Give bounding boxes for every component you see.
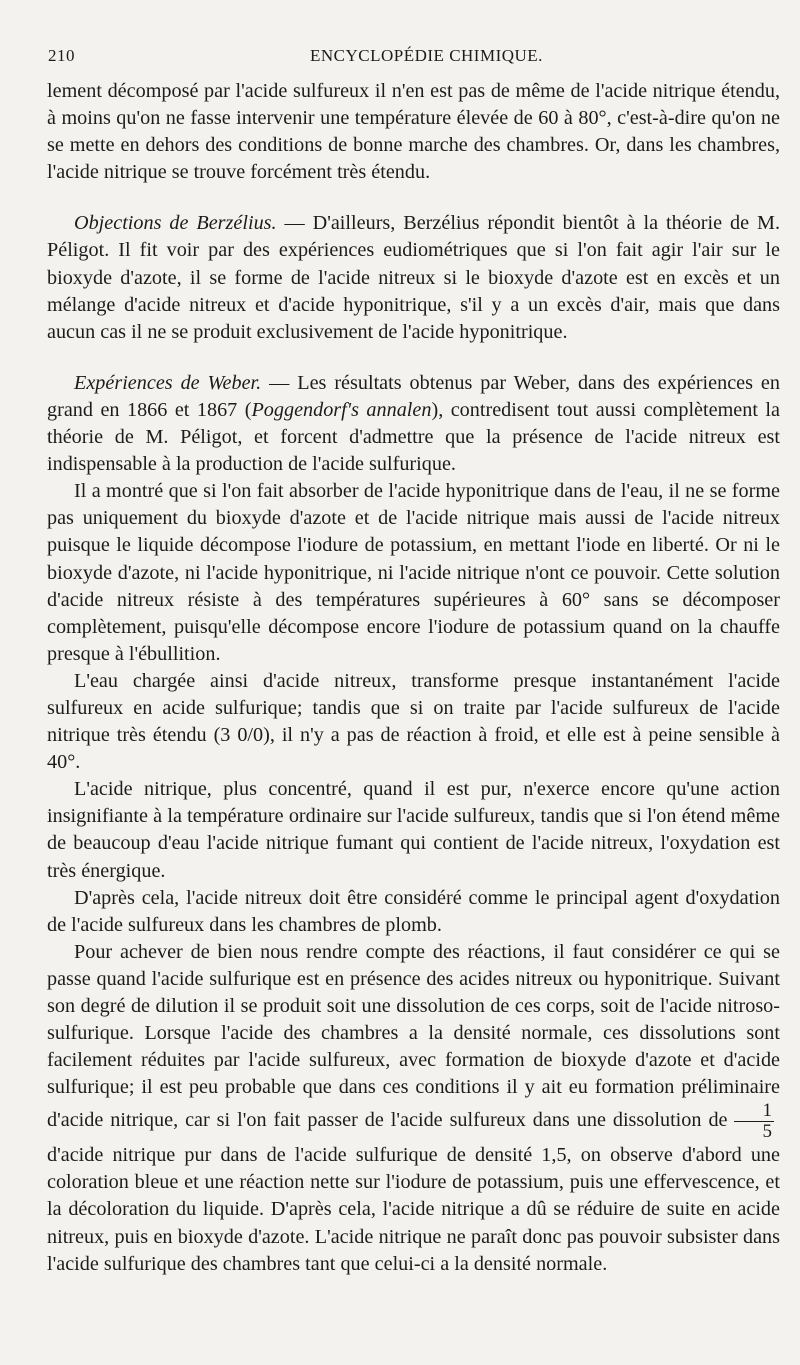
journal-title: Poggendorf's annalen [251, 398, 432, 421]
paragraph-text: L'eau chargée ainsi d'acide nitreux, transforme presque instantanément l'acide sulfureux en acide sulfurique; tandis que si on traite par l'acide sulfureux de l'acide nitrique très étendu (3 0/0), il n'y a pas de réaction à froid, et elle est à peine sensible à 40°. [47, 669, 780, 774]
paragraph-text: Il a montré que si l'on fait absorber de l'acide hyponitrique dans de l'eau, il ne se forme pas uniquement du bioxyde d'azote et de l'acide nitrique mais aussi de l'acide nitreux puisque le liquide décompose l'iodure de potassium, en mettant l'iode en liberté. Or ni le bioxyde d'azote, ni l'acide hyponitrique, ni l'acide nitrique n'ont ce pouvoir. Cette solution d'acide nitreux résiste à des températures supérieures à 60° sans se décomposer complètement, puisqu'elle décompose encore l'iodure de potassium quand on la chauffe presque à l'ébullition. [47, 480, 780, 665]
fraction [734, 1101, 775, 1142]
paragraph [47, 939, 780, 1278]
paragraph [47, 776, 780, 884]
paragraph-text: ), contredisent tout aussi complètement la théorie de M. Péligot, et forcent d'admettre que la présence de l'acide nitreux est indispensable à la production de l'acide sulfurique. [47, 398, 780, 476]
paragraph-text: D'après cela, l'acide nitreux doit être considéré comme le principal agent d'oxydation de l'acide sulfureux dans les chambres de plomb. [47, 886, 780, 936]
fraction-numerator: 1 [734, 1101, 775, 1122]
body-text [47, 78, 780, 1278]
paragraph [47, 478, 780, 668]
paragraph-continuation [47, 78, 780, 186]
paragraph-experiences-weber [47, 370, 780, 478]
paragraph-text: Pour achever de bien nous rendre compte des réactions, il faut considérer ce qui se passe quand l'acide sulfurique est en présence des acides nitreux ou hyponitrique. Suivant son degré de dilution il se produit soit une dissolution de ces corps, soit de l'acide nitroso-sulfurique. Lorsque l'acide des chambres a la densité normale, ces dissolutions sont facilement réduites par l'acide sulfureux, avec formation de bioxyde d'azote et d'acide sulfurique; il est peu probable que dans ces conditions il y ait eu formation préliminaire d'acide nitrique, car si l'on fait passer de l'acide sulfureux dans une dissolution de [47, 940, 780, 1132]
paragraph-text: lement décomposé par l'acide sulfureux il n'en est pas de même de l'acide nitrique étendu, à moins qu'on ne fasse intervenir une température élevée de 60 à 80°, c'est-à-dire qu'on ne se mette en dehors des conditions de bonne marche des chambres. Or, dans les chambres, l'acide nitrique se trouve forcément très étendu. [47, 80, 780, 184]
section-subtitle: Expériences de Weber. [74, 371, 262, 394]
paragraph-text: d'acide nitrique pur dans de l'acide sulfurique de densité 1,5, on observe d'abord une coloration bleue et une réaction nette sur l'iodure de potassium, puis une effervescence, et la décoloration du liquide. D'après cela, l'acide nitrique a dû se réduire de suite en acide nitreux, puis en bioxyde d'azote. L'acide nitrique ne paraît donc pas pouvoir subsister dans l'acide sulfurique des chambres tant que celui-ci a la densité normale. [47, 1144, 780, 1275]
paragraph [47, 885, 780, 939]
fraction-denominator: 5 [762, 1121, 772, 1143]
paragraph-text: — D'ailleurs, Berzélius répondit bientôt à la théorie de M. Péligot. Il fit voir par des expériences eudiométriques que si l'on fait agir l'air sur le bioxyde d'azote, il se forme de l'acide nitreux si le bioxyde d'azote est en excès et un mélange d'acide nitreux et d'acide hyponitrique, s'il y a un excès d'air, mais que dans aucun cas il ne se produit exclusivement de l'acide hyponitrique. [47, 212, 781, 343]
paragraph [47, 668, 780, 776]
page-header [48, 46, 772, 72]
paragraph-text: — Les résultats obtenus par Weber, dans des expériences en grand en 1866 et 1867 ( [47, 371, 780, 421]
paragraph-objections-berzelius [47, 210, 780, 345]
running-title: ENCYCLOPÉDIE CHIMIQUE. [310, 46, 543, 65]
paragraph-text: L'acide nitrique, plus concentré, quand il est pur, n'exerce encore qu'une action insignifiante à la température ordinaire sur l'acide sulfureux, tandis que si l'on étend même de beaucoup d'eau l'acide nitrique fumant qui contient de l'acide nitreux, l'oxydation est très énergique. [47, 778, 780, 882]
page-number: 210 [48, 46, 75, 65]
section-subtitle: Objections de Berzélius. [74, 212, 277, 235]
